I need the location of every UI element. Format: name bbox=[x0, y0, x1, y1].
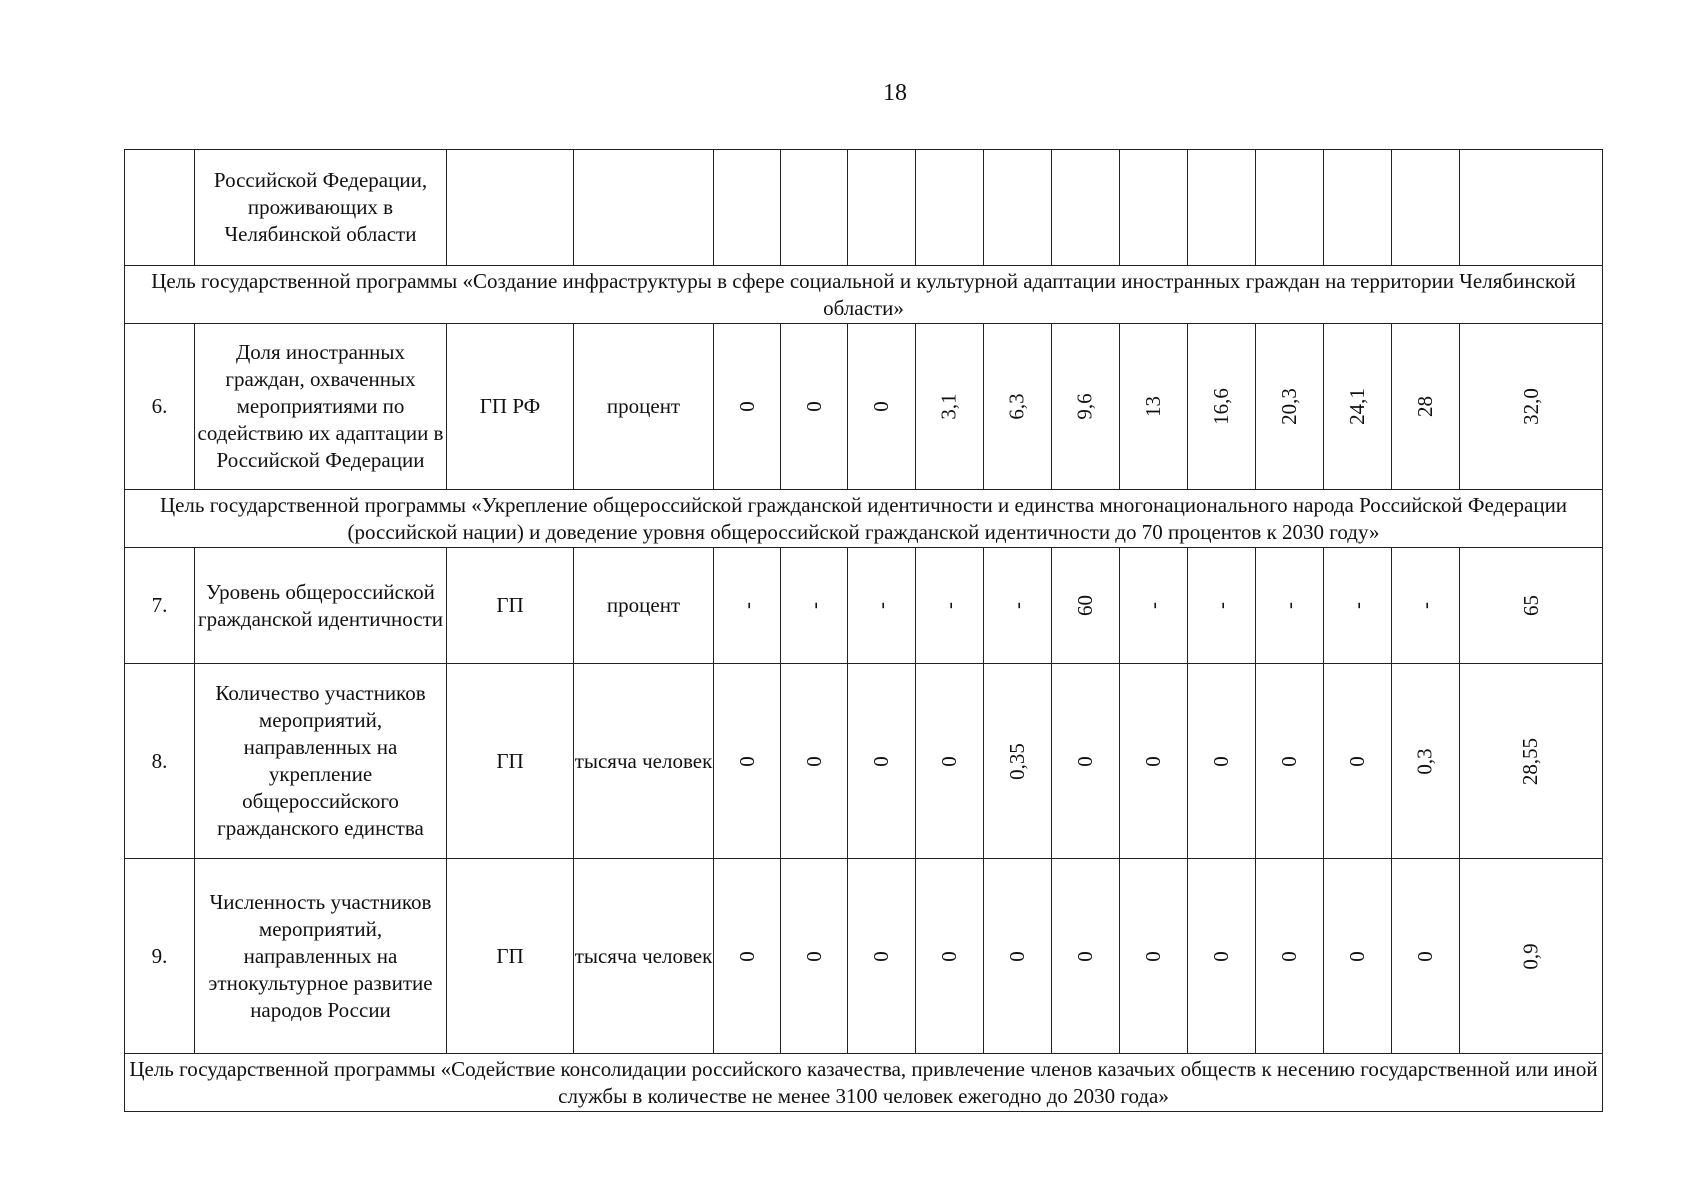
cell-indicator-name: Численность участников мероприятий, направленных на этнокультурное развитие народов России bbox=[195, 859, 447, 1054]
cell-unit: тысяча человек bbox=[574, 664, 714, 859]
value-text: 0 bbox=[1073, 950, 1097, 962]
value-text: 0 bbox=[1277, 950, 1301, 962]
cell-value bbox=[984, 859, 1052, 1054]
cell-value bbox=[714, 664, 781, 859]
cell-value bbox=[1392, 859, 1460, 1054]
value-text: 32,0 bbox=[1518, 388, 1543, 425]
cell-value bbox=[781, 664, 848, 859]
value-text: 0 bbox=[734, 755, 759, 767]
value-text: - bbox=[734, 602, 759, 609]
cell-value bbox=[714, 324, 781, 490]
cell-value bbox=[714, 548, 781, 664]
cell-value bbox=[1256, 324, 1324, 490]
table-row bbox=[125, 324, 1603, 490]
value-text: 24,1 bbox=[1345, 388, 1369, 425]
value-text: 0,9 bbox=[1518, 942, 1543, 970]
value-text: 13 bbox=[1141, 396, 1165, 417]
cell-indicator-name: Доля иностранных граждан, охваченных мероприятиями по содействию их адаптации в Российской Федерации bbox=[195, 324, 447, 490]
cell-value bbox=[1392, 324, 1460, 490]
goal-row bbox=[125, 490, 1603, 548]
cell-value bbox=[1052, 859, 1120, 1054]
cell-value bbox=[1460, 664, 1603, 859]
value-text: 65 bbox=[1518, 595, 1543, 616]
cell-value bbox=[1188, 664, 1256, 859]
cell-value bbox=[916, 859, 984, 1054]
value-text: 0 bbox=[1209, 755, 1233, 767]
value-text: - bbox=[801, 602, 826, 609]
value-text: - bbox=[1277, 602, 1301, 609]
value-text: 0 bbox=[1209, 950, 1233, 962]
cell-value bbox=[1120, 324, 1188, 490]
value-text: 0 bbox=[1005, 950, 1029, 962]
cell-unit: процент bbox=[574, 324, 714, 490]
cell-value bbox=[1460, 859, 1603, 1054]
value-text: - bbox=[1209, 602, 1233, 609]
cell-value bbox=[781, 548, 848, 664]
goal-text: Цель государственной программы «Содействие консолидации российского казачества, привлечение членов казачьих обществ к несению государственной или иной службы в количестве не менее 3100 человек ежегодно до 2030 года» bbox=[125, 1054, 1603, 1112]
value-text: 60 bbox=[1073, 595, 1097, 616]
cell-value bbox=[916, 324, 984, 490]
value-text: 0 bbox=[1141, 950, 1165, 962]
value-text: 0 bbox=[734, 950, 759, 962]
value-text: 0 bbox=[937, 755, 961, 767]
value-text: 20,3 bbox=[1277, 388, 1301, 425]
value-text: 9,6 bbox=[1073, 393, 1097, 420]
cell-value bbox=[1460, 548, 1603, 664]
indicators-table bbox=[124, 149, 1603, 1112]
value-text: 0,3 bbox=[1413, 747, 1437, 775]
cell-indicator-name: Уровень общероссийской гражданской идентичности bbox=[195, 548, 447, 664]
cell-num bbox=[125, 150, 195, 266]
goal-text: Цель государственной программы «Создание инфраструктуры в сфере социальной и культурной адаптации иностранных граждан на территории Челябинской области» bbox=[125, 266, 1603, 324]
cell-value bbox=[1324, 548, 1392, 664]
value-text: 0 bbox=[869, 950, 893, 962]
cell-value bbox=[1324, 324, 1392, 490]
value-text: 0 bbox=[801, 755, 826, 767]
table-row-continued bbox=[125, 150, 1603, 266]
cell-value bbox=[848, 324, 916, 490]
cell-value bbox=[781, 324, 848, 490]
value-text: 6,3 bbox=[1005, 393, 1029, 420]
cell-num: 6. bbox=[125, 324, 195, 490]
value-text: 0 bbox=[1073, 755, 1097, 767]
value-text: 0 bbox=[1413, 950, 1437, 962]
value-text: 0 bbox=[1345, 755, 1369, 767]
value-text: 0 bbox=[869, 401, 893, 412]
cell-num: 9. bbox=[125, 859, 195, 1054]
cell-indicator-name: Российской Федерации, проживающих в Челябинской области bbox=[195, 150, 447, 266]
value-text: - bbox=[937, 602, 961, 609]
value-text: 28,55 bbox=[1518, 737, 1543, 785]
value-text: - bbox=[1141, 602, 1165, 609]
cell-value bbox=[1392, 664, 1460, 859]
cell-value bbox=[848, 859, 916, 1054]
cell-value bbox=[1324, 859, 1392, 1054]
value-text: 0 bbox=[1277, 755, 1301, 767]
cell-value bbox=[1324, 664, 1392, 859]
cell-value bbox=[1256, 548, 1324, 664]
cell-num: 8. bbox=[125, 664, 195, 859]
page-number: 18 bbox=[883, 80, 907, 106]
value-text: 0 bbox=[1141, 755, 1165, 767]
goal-row bbox=[125, 266, 1603, 324]
cell-value bbox=[1120, 859, 1188, 1054]
goal-text: Цель государственной программы «Укрепление общероссийской гражданской идентичности и единства многонационального народа Российской Федерации (российской нации) и доведение уровня общероссийской гражданской идентичности до 70 процентов к 2030 году» bbox=[125, 490, 1603, 548]
value-text: 0 bbox=[801, 950, 826, 962]
cell-value bbox=[1188, 324, 1256, 490]
cell-value bbox=[984, 324, 1052, 490]
cell-value bbox=[1120, 664, 1188, 859]
cell-value bbox=[916, 548, 984, 664]
table-row bbox=[125, 859, 1603, 1054]
cell-type: ГП bbox=[447, 548, 574, 664]
cell-value bbox=[1052, 324, 1120, 490]
table-row bbox=[125, 548, 1603, 664]
cell-type: ГП РФ bbox=[447, 324, 574, 490]
value-text: 0 bbox=[869, 755, 893, 767]
value-text: 0 bbox=[937, 950, 961, 962]
value-text: 28 bbox=[1413, 396, 1437, 417]
cell-value bbox=[916, 664, 984, 859]
cell-value bbox=[1256, 664, 1324, 859]
cell-type: ГП bbox=[447, 664, 574, 859]
cell-value bbox=[714, 859, 781, 1054]
cell-indicator-name: Количество участников мероприятий, направленных на укрепление общероссийского гражданского единства bbox=[195, 664, 447, 859]
cell-value bbox=[1052, 664, 1120, 859]
cell-value bbox=[1460, 324, 1603, 490]
cell-value bbox=[1188, 548, 1256, 664]
cell-unit: процент bbox=[574, 548, 714, 664]
cell-num: 7. bbox=[125, 548, 195, 664]
value-text: 0 bbox=[1345, 950, 1369, 962]
cell-value bbox=[1188, 859, 1256, 1054]
cell-value bbox=[848, 548, 916, 664]
cell-value bbox=[984, 548, 1052, 664]
cell-value bbox=[1120, 548, 1188, 664]
value-text: 0 bbox=[734, 401, 759, 412]
value-text: 3,1 bbox=[937, 393, 961, 420]
value-text: 0,35 bbox=[1005, 742, 1029, 780]
table-row bbox=[125, 664, 1603, 859]
cell-value bbox=[1256, 859, 1324, 1054]
value-text: - bbox=[1005, 602, 1029, 609]
cell-value bbox=[1392, 548, 1460, 664]
cell-value bbox=[781, 859, 848, 1054]
value-text: - bbox=[1413, 602, 1437, 609]
cell-unit: тысяча человек bbox=[574, 859, 714, 1054]
value-text: - bbox=[1345, 602, 1369, 609]
cell-type: ГП bbox=[447, 859, 574, 1054]
cell-value bbox=[848, 664, 916, 859]
value-text: 16,6 bbox=[1209, 388, 1233, 425]
value-text: - bbox=[869, 602, 893, 609]
cell-value bbox=[1052, 548, 1120, 664]
goal-row bbox=[125, 1054, 1603, 1112]
cell-value bbox=[984, 664, 1052, 859]
value-text: 0 bbox=[801, 401, 826, 412]
